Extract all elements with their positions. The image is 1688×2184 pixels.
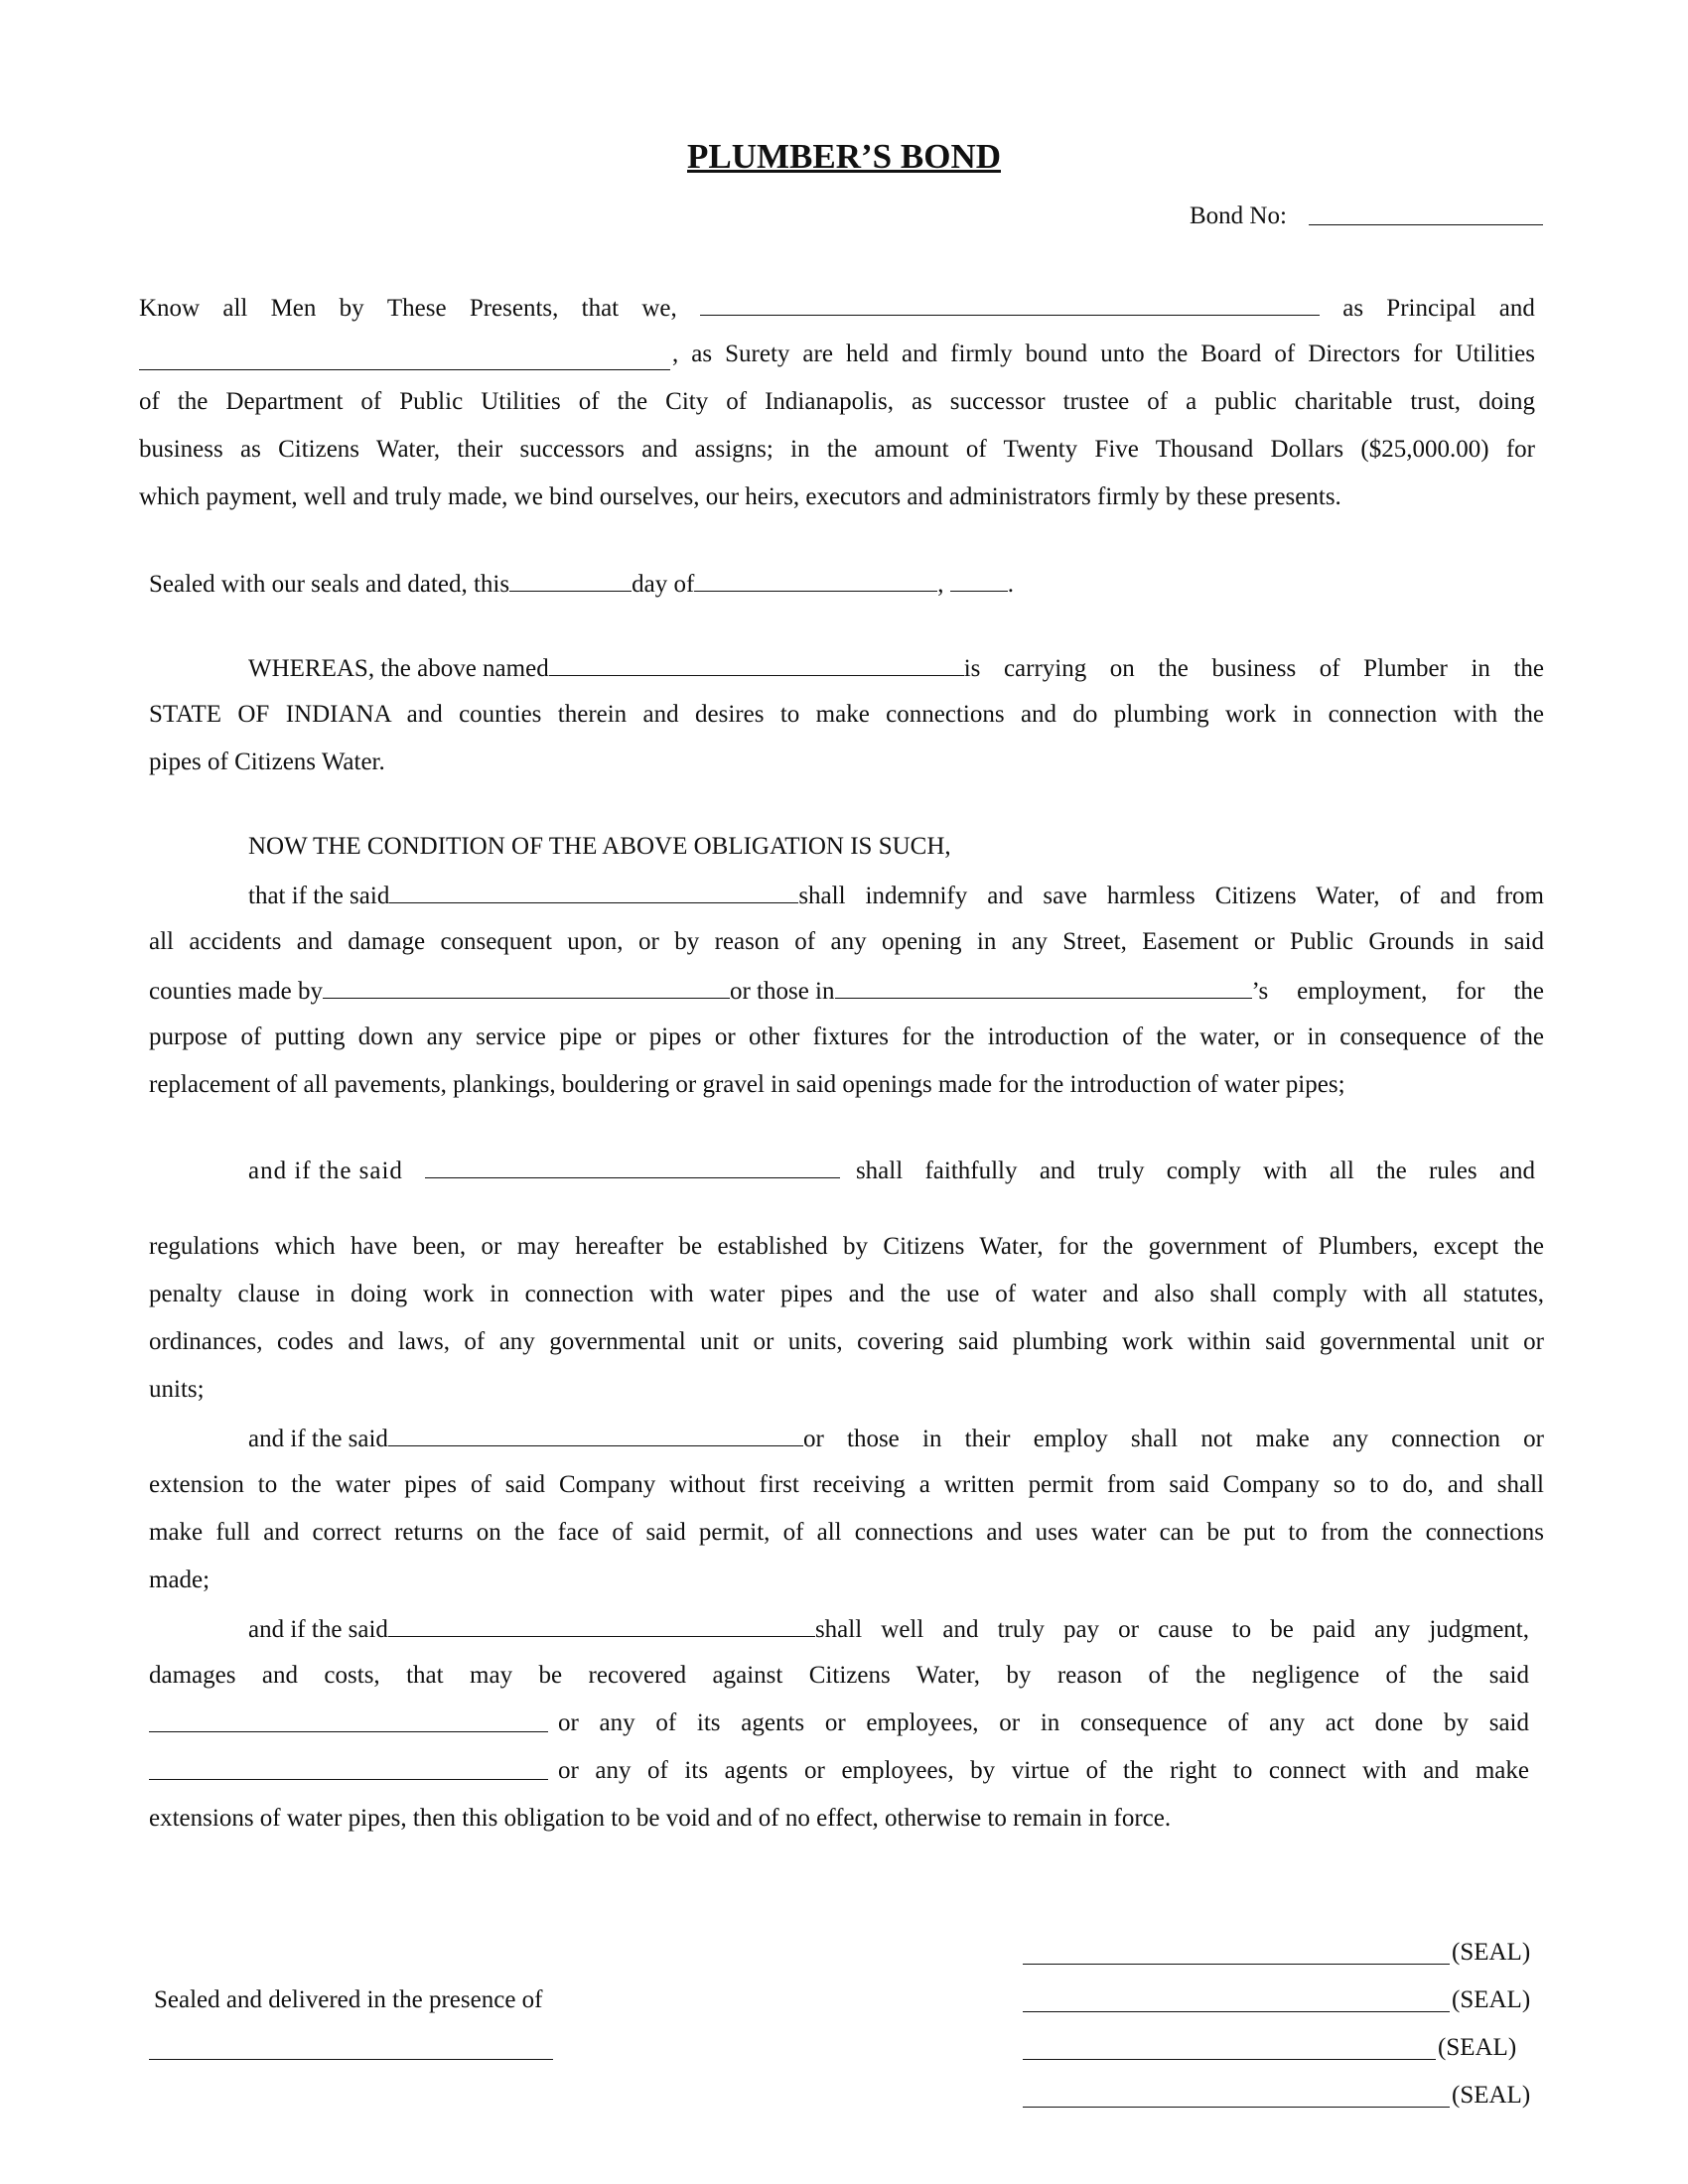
- condition1-line3: counties made by or those in ’s employment, for the: [149, 978, 1544, 1005]
- judgment-field[interactable]: [388, 1614, 815, 1637]
- para1-line2: , as Surety are held and firmly bound unto the Board of Directors for Utilities: [672, 341, 1535, 367]
- employment-field[interactable]: [835, 976, 1252, 999]
- whereas-line3: pipes of Citizens Water.: [149, 749, 385, 775]
- whereas-line2: STATE OF INDIANA and counties therein and desires to make connections and do plumbing work in connection with the: [149, 701, 1544, 728]
- seal-label-3: (SEAL): [1438, 2034, 1517, 2061]
- condition1-line4: purpose of putting down any service pipe or pipes or other fixtures for the introduction of the water, or in consequence of the: [149, 1024, 1544, 1050]
- condition2-line3: penalty clause in doing work in connection with water pipes and the use of water and also shall comply with all statutes,: [149, 1281, 1544, 1307]
- whereas-line1: WHEREAS, the above named is carrying on the business of Plumber in the: [248, 655, 1544, 682]
- condition2-line4: ordinances, codes and laws, of any governmental unit or units, covering said plumbing work within said governmental unit or: [149, 1328, 1544, 1355]
- day-field[interactable]: [509, 569, 632, 592]
- seal-label-2: (SEAL): [1452, 1986, 1531, 2013]
- signature-line-2[interactable]: [1023, 2011, 1450, 2012]
- seal-label-1: (SEAL): [1452, 1939, 1531, 1966]
- surety-field[interactable]: [139, 369, 670, 370]
- condition4-line4: or any of its agents or employees, by virtue of the right to connect with and make: [558, 1757, 1529, 1784]
- condition-heading: NOW THE CONDITION OF THE ABOVE OBLIGATION IS SUCH,: [248, 833, 951, 860]
- negligence-field[interactable]: [149, 1731, 548, 1732]
- para1-line3: of the Department of Public Utilities of the City of Indianapolis, as successor trustee of a public charitable trust, doing: [139, 388, 1535, 415]
- condition3-line1: and if the said or those in their employ shall not make any connection or: [248, 1426, 1544, 1452]
- condition2-line1: and if the said shall faithfully and truly comply with all the rules and: [248, 1158, 1535, 1184]
- condition3-line3: make full and correct returns on the face of said permit, of all connections and uses water can be put to from the connections: [149, 1519, 1544, 1546]
- condition4-line5: extensions of water pipes, then this obligation to be void and of no effect, otherwise to remain in force.: [149, 1805, 1172, 1832]
- comply-field[interactable]: [425, 1156, 840, 1178]
- seal-label-4: (SEAL): [1452, 2082, 1531, 2109]
- para1-line5: which payment, well and truly made, we bind ourselves, our heirs, executors and administrators firmly by these presents.: [139, 483, 1341, 510]
- condition1-line1: that if the said shall indemnify and save harmless Citizens Water, of and from: [248, 883, 1544, 909]
- year-field[interactable]: [950, 569, 1008, 592]
- connection-field[interactable]: [388, 1424, 803, 1446]
- condition2-line2: regulations which have been, or may hereafter be established by Citizens Water, for the government of Plumbers, except the: [149, 1233, 1544, 1260]
- signature-line-3[interactable]: [1023, 2059, 1436, 2060]
- condition2-line5: units;: [149, 1376, 205, 1403]
- para1-line1: Know all Men by These Presents, that we, as Principal and: [139, 295, 1535, 322]
- act-done-by-field[interactable]: [149, 1779, 548, 1780]
- condition1-line5: replacement of all pavements, plankings, bouldering or gravel in said openings made for the introduction of water pipes;: [149, 1071, 1345, 1098]
- document-title: PLUMBER’S BOND: [687, 137, 1001, 176]
- counties-made-by-field[interactable]: [323, 976, 730, 999]
- para1-line4: business as Citizens Water, their successors and assigns; in the amount of Twenty Five Thousand Dollars ($25,000.00) for: [139, 436, 1535, 463]
- bond-no-field[interactable]: [1309, 224, 1543, 225]
- bond-no-label: Bond No:: [1190, 203, 1287, 229]
- whereas-plumber-field[interactable]: [549, 653, 964, 676]
- condition1-line2: all accidents and damage consequent upon, or by reason of any opening in any Street, Easement or Public Grounds in said: [149, 928, 1544, 955]
- month-field[interactable]: [694, 569, 937, 592]
- witness-label: Sealed and delivered in the presence of: [154, 1986, 543, 2013]
- principal-field[interactable]: [700, 293, 1320, 316]
- signature-line-4[interactable]: [1023, 2107, 1450, 2108]
- witness-signature-line[interactable]: [149, 2059, 553, 2060]
- signature-line-1[interactable]: [1023, 1964, 1450, 1965]
- condition4-line1: and if the said shall well and truly pay or cause to be paid any judgment,: [248, 1616, 1529, 1643]
- condition4-line3: or any of its agents or employees, or in consequence of any act done by said: [558, 1709, 1529, 1736]
- condition4-line2: damages and costs, that may be recovered against Citizens Water, by reason of the negligence of the said: [149, 1662, 1529, 1689]
- condition3-line2: extension to the water pipes of said Company without first receiving a written permit from said Company so to do, and shall: [149, 1471, 1544, 1498]
- condition3-line4: made;: [149, 1567, 211, 1593]
- indemnify-field[interactable]: [389, 881, 798, 903]
- sealed-dated-text: Sealed with our seals and dated, this day of , .: [149, 571, 1015, 598]
